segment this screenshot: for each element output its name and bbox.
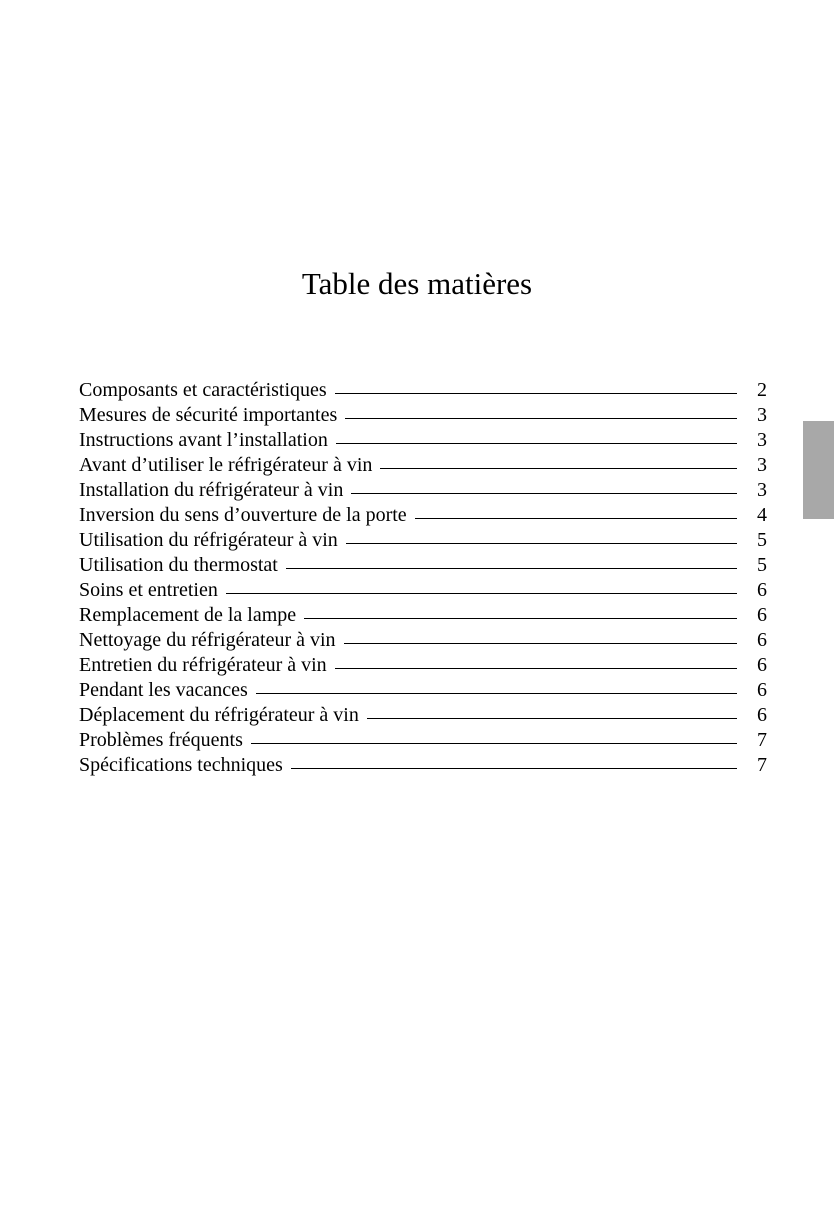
toc-page-number: 5 (757, 529, 767, 551)
toc-entry-label: Spécifications techniques (79, 754, 283, 776)
toc-entry[interactable] (79, 678, 767, 703)
toc-entry[interactable] (79, 528, 767, 553)
toc-entry[interactable] (79, 503, 767, 528)
toc-page-number: 6 (757, 704, 767, 726)
toc-page-number: 6 (757, 654, 767, 676)
toc-leader-line (286, 568, 737, 569)
toc-entry-label: Déplacement du réfrigérateur à vin (79, 704, 359, 726)
toc-leader-line (226, 593, 737, 594)
toc-page-number: 3 (757, 454, 767, 476)
toc-page-number: 6 (757, 604, 767, 626)
toc-entry-label: Utilisation du thermostat (79, 554, 278, 576)
toc-leader-line (367, 718, 737, 719)
toc-entry-label: Inversion du sens d’ouverture de la porte (79, 504, 407, 526)
toc-entry-label: Installation du réfrigérateur à vin (79, 479, 344, 501)
toc-page-number: 6 (757, 679, 767, 701)
toc-leader-line (304, 618, 737, 619)
toc-entry-label: Composants et caractéristiques (79, 379, 327, 401)
toc-entry[interactable] (79, 453, 767, 478)
toc-page-number: 2 (757, 379, 767, 401)
toc-page-number: 5 (757, 554, 767, 576)
toc-entry[interactable] (79, 403, 767, 428)
toc-entry-label: Pendant les vacances (79, 679, 248, 701)
toc-page-number: 7 (757, 729, 767, 751)
toc-leader-line (335, 668, 737, 669)
toc-entry-label: Instructions avant l’installation (79, 429, 328, 451)
toc-page-number: 3 (757, 479, 767, 501)
section-side-tab (803, 421, 834, 519)
toc-leader-line (345, 418, 737, 419)
page-title: Table des matières (301, 266, 533, 301)
toc-entry-label: Nettoyage du réfrigérateur à vin (79, 629, 336, 651)
toc-page-number: 3 (757, 429, 767, 451)
toc-leader-line (251, 743, 737, 744)
toc-page-number: 7 (757, 754, 767, 776)
toc-entry[interactable] (79, 753, 767, 778)
toc-leader-line (335, 393, 737, 394)
toc-entry[interactable] (79, 603, 767, 628)
toc-entry[interactable] (79, 378, 767, 403)
toc-entry[interactable] (79, 653, 767, 678)
toc-entry-label: Problèmes fréquents (79, 729, 243, 751)
toc-leader-line (256, 693, 737, 694)
toc-entry[interactable] (79, 703, 767, 728)
toc-leader-line (351, 493, 737, 494)
toc-leader-line (346, 543, 737, 544)
toc-leader-line (291, 768, 737, 769)
toc-leader-line (344, 643, 737, 644)
toc-entry[interactable] (79, 728, 767, 753)
table-of-contents (79, 378, 767, 778)
toc-entry[interactable] (79, 578, 767, 603)
toc-entry-label: Avant d’utiliser le réfrigérateur à vin (79, 454, 373, 476)
toc-page-number: 6 (757, 629, 767, 651)
toc-entry[interactable] (79, 428, 767, 453)
toc-leader-line (336, 443, 737, 444)
toc-leader-line (415, 518, 737, 519)
toc-leader-line (380, 468, 737, 469)
toc-entry[interactable] (79, 628, 767, 653)
toc-page-number: 4 (757, 504, 767, 526)
toc-entry-label: Utilisation du réfrigérateur à vin (79, 529, 338, 551)
toc-entry[interactable] (79, 553, 767, 578)
toc-page-number: 6 (757, 579, 767, 601)
toc-entry-label: Mesures de sécurité importantes (79, 404, 338, 426)
toc-page-number: 3 (757, 404, 767, 426)
toc-entry-label: Soins et entretien (79, 579, 218, 601)
toc-entry-label: Remplacement de la lampe (79, 604, 297, 626)
toc-entry-label: Entretien du réfrigérateur à vin (79, 654, 327, 676)
toc-entry[interactable] (79, 478, 767, 503)
